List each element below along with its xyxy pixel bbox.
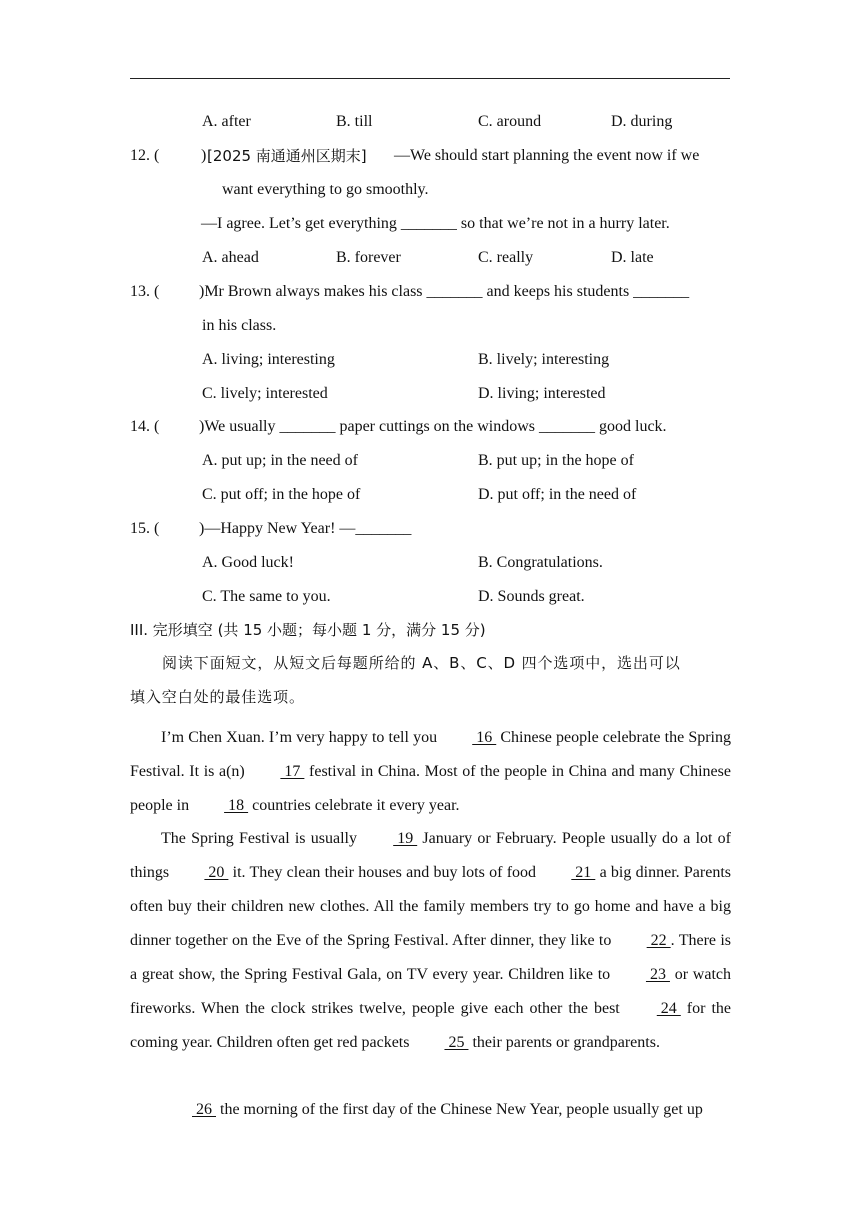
- p1-text-1: I’m Chen Xuan. I’m very happy to tell you: [161, 729, 442, 746]
- blank-25: 25: [444, 1034, 469, 1051]
- section-instruction-line2: 填入空白处的最佳选项。: [130, 688, 305, 706]
- q12-option-a: A. ahead: [202, 249, 259, 266]
- blank-19: 19: [393, 830, 418, 847]
- p2-text-3: it. They clean their houses and buy lots of food: [228, 864, 541, 881]
- p2-text-2: January or February. People usually do a lot of things: [130, 830, 732, 881]
- q14-option-b: B. put up; in the hope of: [478, 452, 634, 469]
- blank-21: 21: [571, 864, 596, 881]
- q15-option-a: A. Good luck!: [202, 554, 294, 571]
- q14-number: 14. (: [130, 418, 160, 435]
- q12-line1: —We should start planning the event now if we: [394, 147, 700, 164]
- p1-text-4: countries celebrate it every year.: [248, 797, 460, 814]
- q11-option-c: C. around: [478, 113, 542, 130]
- q12-option-b: B. forever: [336, 249, 401, 266]
- p2-text-6: or watch fireworks. When the clock strikes twelve, people give each other the best: [130, 966, 732, 1017]
- q11-option-b: B. till: [336, 113, 373, 130]
- q14-option-a: A. put up; in the need of: [202, 452, 358, 469]
- p2-text-8: their parents or grandparents.: [468, 1034, 660, 1051]
- p1-text-3: festival in China. Most of the people in China and many Chinese people in: [130, 763, 731, 814]
- header-rule: [130, 78, 730, 79]
- q13-number: 13. (: [130, 283, 160, 300]
- p1-text-2: Chinese people celebrate the Spring Festival. It is a(n): [130, 729, 732, 780]
- q15-option-d: D. Sounds great.: [478, 588, 585, 605]
- q12-line3: —I agree. Let’s get everything _______ so that we’re not in a hurry later.: [201, 215, 670, 232]
- q15-line1: )—Happy New Year! —_______: [199, 520, 412, 537]
- blank-23: 23: [645, 966, 670, 983]
- q12-option-c: C. really: [478, 249, 534, 266]
- p2-text-4: a big dinner. Parents often buy their children new clothes. All the family members try to go home and have a big dinner together on the Eve of the Spring Festival. After dinner, they like to: [130, 864, 731, 949]
- p2-text-5: . There is a great show, the Spring Festival Gala, on TV every year. Children like to: [130, 932, 732, 983]
- q13-option-a: A. living; interesting: [202, 351, 335, 368]
- blank-18: 18: [224, 797, 249, 814]
- q15-option-b: B. Congratulations.: [478, 554, 603, 571]
- q13-option-b: B. lively; interesting: [478, 351, 610, 368]
- q12-line2: want everything to go smoothly.: [222, 181, 429, 198]
- p2-text-7: for the coming year. Children often get red packets: [130, 1000, 732, 1051]
- passage-paragraph-2: [130, 822, 731, 1060]
- q12-option-d: D. late: [611, 249, 654, 266]
- q14-line1: )We usually _______ paper cuttings on the windows _______ good luck.: [199, 418, 667, 435]
- blank-24: 24: [656, 1000, 681, 1017]
- q11-option-a: A. after: [202, 113, 251, 130]
- blank-22: 22: [646, 932, 671, 949]
- q15-number: 15. (: [130, 520, 160, 537]
- blank-20: 20: [204, 864, 229, 881]
- blank-17: 17: [280, 763, 305, 780]
- q13-line2: in his class.: [202, 317, 277, 334]
- section-heading: III. 完形填空 (共 15 小题；每小题 1 分，满分 15 分): [130, 621, 486, 639]
- q13-line1: )Mr Brown always makes his class _______ and keeps his students _______: [199, 283, 690, 300]
- q12-source: [2025 南通通州区期末]: [207, 147, 367, 165]
- q12-number: 12. (: [130, 147, 160, 164]
- blank-16: 16: [472, 729, 497, 746]
- q13-option-c: C. lively; interested: [202, 385, 328, 402]
- q11-option-d: D. during: [611, 113, 673, 130]
- passage-paragraph-3: [130, 1093, 731, 1127]
- q13-option-d: D. living; interested: [478, 385, 606, 402]
- blank-26: 26: [192, 1101, 216, 1118]
- p2-text-1: The Spring Festival is usually: [161, 830, 363, 847]
- q12-answer-paren: ): [201, 147, 207, 164]
- passage-paragraph-1: [130, 721, 731, 823]
- q15-option-c: C. The same to you.: [202, 588, 331, 605]
- section-instruction-line1: 阅读下面短文，从短文后每题所给的 A、B、C、D 四个选项中，选出可以: [162, 654, 681, 672]
- q14-option-d: D. put off; in the need of: [478, 486, 637, 503]
- p3-text-1: the morning of the first day of the Chinese New Year, people usually get up: [216, 1101, 703, 1118]
- q14-option-c: C. put off; in the hope of: [202, 486, 361, 503]
